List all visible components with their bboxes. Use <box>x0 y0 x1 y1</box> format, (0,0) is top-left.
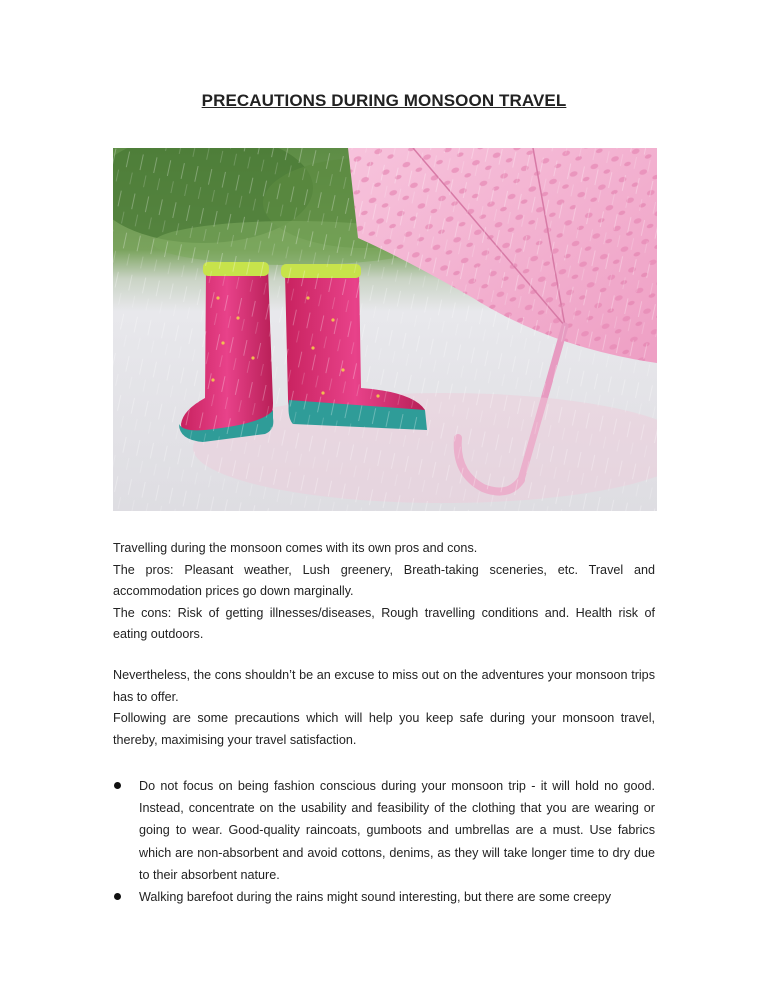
intro-section <box>113 538 655 646</box>
pros-paragraph: The pros: Pleasant weather, Lush greenery, Breath-taking sceneries, etc. Travel and accommodation prices go down marginally. <box>113 562 655 598</box>
precautions-list <box>113 775 655 908</box>
cons-paragraph: The cons: Risk of getting illnesses/diseases, Rough travelling conditions and. Health risk of eating outdoors. <box>113 605 655 641</box>
intro-paragraph: Travelling during the monsoon comes with its own pros and cons. <box>113 541 478 555</box>
bullet-icon <box>114 893 121 900</box>
list-item-text: Do not focus on being fashion conscious during your monsoon trip - it will hold no good. Instead, concentrate on the usability and feasibility of the clothing that you are wearing or going to wear. Good-quality raincoats, gumboots and umbrellas are a must. Use fabrics which are non-absorbent and avoid cottons, denims, as they will take longer time to dry due to their absorbent nature. <box>139 779 655 882</box>
bullet-icon <box>114 782 121 789</box>
nevertheless-section <box>113 665 655 751</box>
nevertheless-paragraph: Nevertheless, the cons shouldn’t be an excuse to miss out on the adventures your monsoon trips has to offer. <box>113 668 655 704</box>
following-paragraph: Following are some precautions which will help you keep safe during your monsoon travel, thereby, maximising your travel satisfaction. <box>113 711 655 747</box>
list-item <box>113 886 655 908</box>
document-title: PRECAUTIONS DURING MONSOON TRAVEL <box>201 91 567 110</box>
list-item-text: Walking barefoot during the rains might sound interesting, but there are some creepy <box>139 890 612 905</box>
rain-boots-umbrella-photo <box>113 148 657 511</box>
list-item <box>113 775 655 886</box>
